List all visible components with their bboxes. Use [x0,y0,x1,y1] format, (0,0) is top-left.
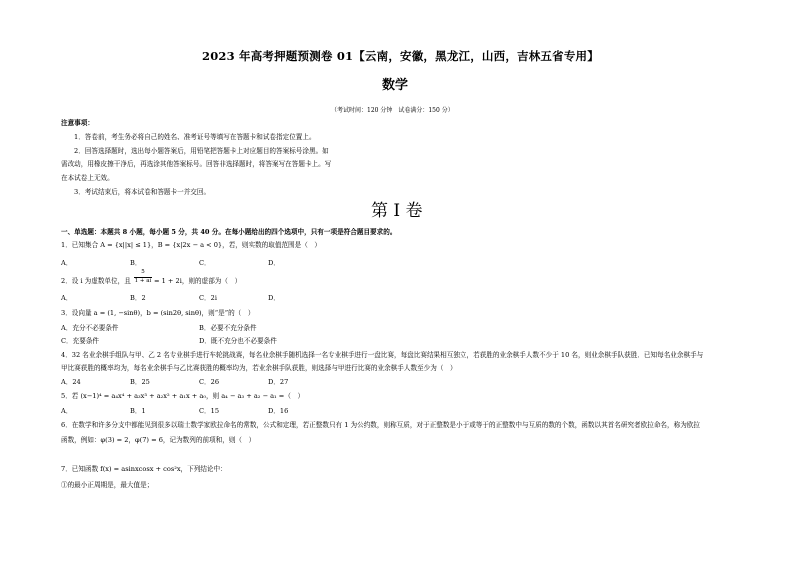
question-7-stem: 7．已知函数 f(x) = asinxcosx + cos²x，下列结论中： [61,465,227,473]
q5-option-b: B．1 [130,407,146,415]
question-6-line1: 6．在数学和许多分支中都能见到很多以瑞士数学家欧拉命名的常数，公式和定理，若正整数只有 1 为公约数，则称互质，对于正整数是小于或等于的正整数中与互质的数的个数，函数以其首名研究者欧拉命名，称为欧拉 [61,421,700,429]
question-2-post: = 1 + 2i，则的虚部为（ ） [154,277,242,285]
q1-option-a: A． [61,259,73,267]
q2-option-d: D． [268,294,280,302]
q1-option-c: C． [199,259,211,267]
section-heading: 一、单选题：本题共 8 小题，每小题 5 分，共 40 分。在每小题给出的四个选项中，只有一项是符合题目要求的。 [61,228,397,236]
q3-option-b: B．必要不充分条件 [199,324,257,332]
question-5-stem: 5．若 (x−1)⁴ = a₄x⁴ + a₃x³ + a₂x² + a₁x + a₀，则 a₄ − a₃ + a₂ − a₁ =（ ） [61,392,305,400]
question-6-line2: 函数，例如：φ(3) = 2，φ(7) = 6，记为数列的前项和，则（ ） [61,436,256,444]
q4-option-d: D．27 [268,378,289,386]
question-2-pre: 2．设 i 为虚数单位，且 [61,277,131,285]
q5-option-a: A． [61,407,73,415]
q4-option-b: B．25 [130,378,150,386]
note-2b: 需改动，用橡皮擦干净后，再选涂其他答案标号。回答非选择题时，将答案写在答题卡上。写 [61,160,332,168]
subject-title: 数学 [382,78,409,93]
notes-heading: 注意事项： [61,119,94,127]
question-3-stem: 3．设向量 a = (1, −sinθ)，b = (sin2θ, sinθ)，则“是”的（ ） [61,309,255,317]
volume-heading: 第 I 卷 [371,201,423,221]
q4-option-a: A．24 [61,378,81,386]
note-2a: 2．回答选择题时，选出每小题答案后，用铅笔把答题卡上对应题目的答案标号涂黑。如 [74,147,329,155]
q1-option-b: B． [130,259,142,267]
q5-option-c: C．15 [199,407,220,415]
q2-option-c: C．2i [199,294,217,302]
q3-option-d: D．既不充分也不必要条件 [199,337,277,345]
q2-option-a: A． [61,294,73,302]
note-1: 1．答卷前，考生务必将自己的姓名、准考证号等填写在答题卡和试卷指定位置上。 [74,133,316,141]
question-4-line2: 甲比赛获胜的概率均为，每名业余棋手与乙比赛获胜的概率均为，若业余棋手队获胜，则选择与甲进行比赛的业余棋手人数至少为（ ） [61,364,457,372]
q3-option-c: C．充要条件 [61,337,100,345]
exam-info: （考试时间：120 分钟 试卷满分：150 分） [331,107,454,114]
exam-title: 2023 年高考押题预测卷 01【云南，安徽，黑龙江，山西，吉林五省专用】 [202,49,599,63]
q5-option-d: D．16 [268,407,289,415]
fraction-numerator: 5 [134,270,152,278]
question-4-line1: 4．32 名业余棋手组队与甲、乙 2 名专业棋手进行车轮挑战赛，每名业余棋手随机选择一名专业棋手进行一盘比赛，每盘比赛结果相互独立，若获胜的业余棋手人数不少于 10 名，则业余棋手队获胜．已知每名业余棋手与 [61,351,704,359]
question-1-stem: 1．已知集合 A = {x||x| ≤ 1}，B = {x|2x − a < 0}，若，则实数的取值范围是（ ） [61,241,322,249]
q1-option-d: D． [268,259,280,267]
note-2c: 在本试卷上无效。 [61,174,114,182]
note-3: 3．考试结束后，将本试卷和答题卡一并交回。 [74,188,211,196]
question-7-item-1: ①的最小正周期是，最大值是； [61,481,154,489]
q2-option-b: B．2 [130,294,146,302]
question-2-fraction [134,270,152,284]
q4-option-c: C．26 [199,378,220,386]
fraction-denominator: 1 + ai [134,277,152,284]
q3-option-a: A．充分不必要条件 [61,324,119,332]
